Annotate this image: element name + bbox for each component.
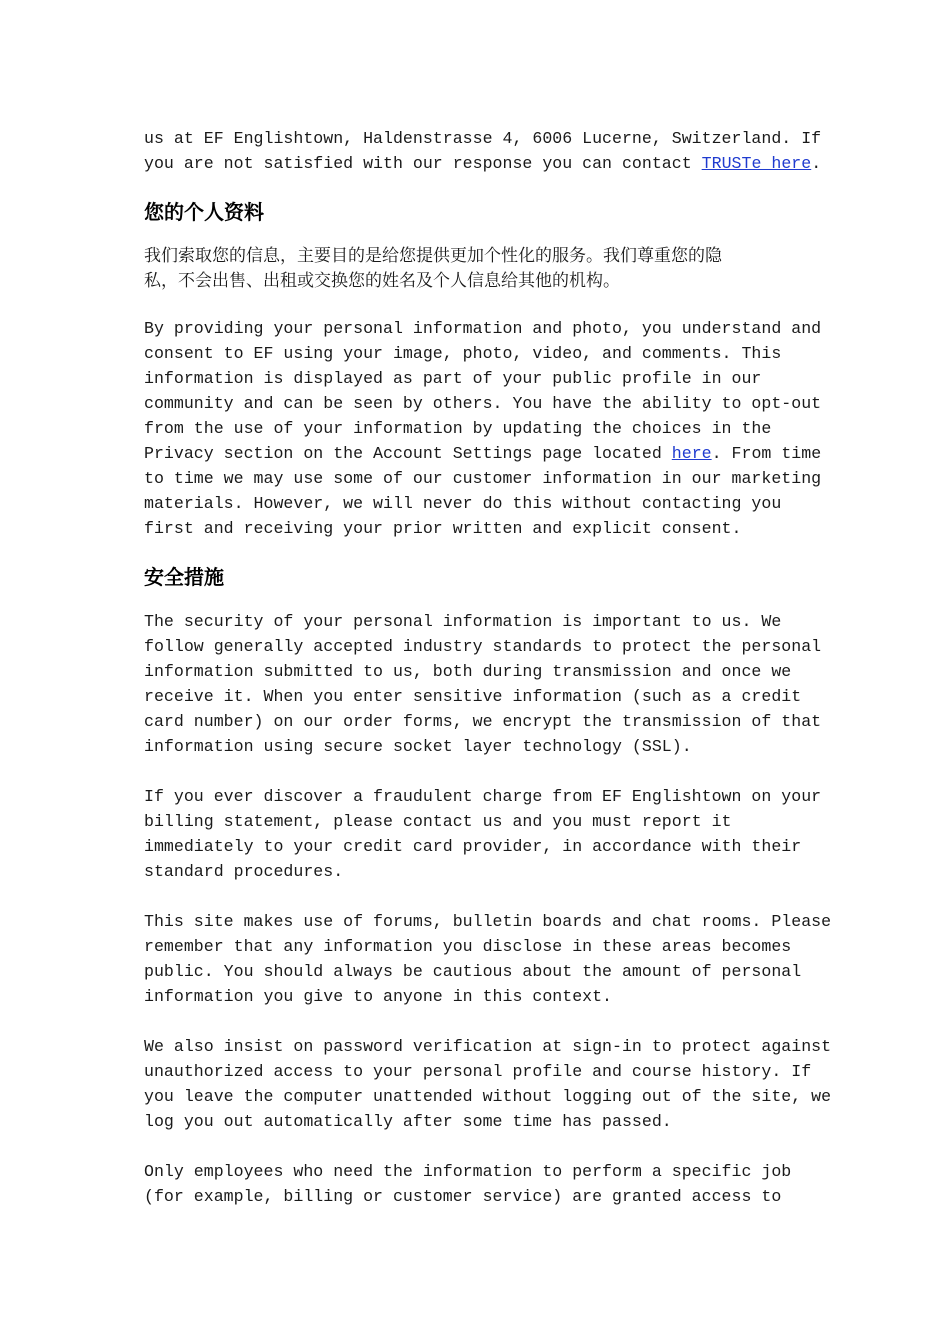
truste-link[interactable]: TRUSTe here <box>701 154 812 173</box>
paragraph-line: immediately to your credit card provider, in accordance with their <box>144 837 802 856</box>
privacy-line-text: Privacy section on the Account Settings page located <box>144 444 672 463</box>
security-paragraph-3 <box>144 909 832 1009</box>
zh-line-1: 我们索取您的信息，主要目的是给您提供更加个性化的服务。我们尊重您的隐 <box>144 246 722 266</box>
paragraph-line: The security of your personal information is important to us. We <box>144 612 782 631</box>
paragraph-line: If you ever discover a fraudulent charge from EF Englishtown on your <box>144 787 822 806</box>
paragraph-line: log you out automatically after some time has passed. <box>144 1112 672 1131</box>
paragraph-line: card number) on our order forms, we encrypt the transmission of that <box>144 712 822 731</box>
paragraph-line: community and can be seen by others. You have the ability to opt-out <box>144 394 822 413</box>
paragraph-line: By providing your personal information and photo, you understand and <box>144 319 822 338</box>
paragraph-line: information using secure socket layer technology (SSL). <box>144 737 692 756</box>
paragraph-line: receive it. When you enter sensitive information (such as a credit <box>144 687 802 706</box>
privacy-line-end: . From time <box>711 444 822 463</box>
account-settings-here-link[interactable]: here <box>671 444 712 463</box>
contact-line-2-end: . <box>811 154 822 173</box>
security-paragraph-4 <box>144 1034 832 1134</box>
paragraph-line: first and receiving your prior written and explicit consent. <box>144 519 742 538</box>
paragraph-line: We also insist on password verification at sign-in to protect against <box>144 1037 832 1056</box>
paragraph-line: billing statement, please contact us and you must report it <box>144 812 732 831</box>
paragraph-line: information you give to anyone in this context. <box>144 987 613 1006</box>
contact-line-2 <box>144 151 822 176</box>
paragraph-line: remember that any information you disclose in these areas becomes <box>144 937 792 956</box>
paragraph-line: consent to EF using your image, photo, video, and comments. This <box>144 344 782 363</box>
contact-line-1: us at EF Englishtown, Haldenstrasse 4, 6006 Lucerne, Switzerland. If <box>144 129 822 148</box>
paragraph-line: follow generally accepted industry standards to protect the personal <box>144 637 822 656</box>
paragraph-line: public. You should always be cautious about the amount of personal <box>144 962 802 981</box>
paragraph-line: (for example, billing or customer service) are granted access to <box>144 1187 782 1206</box>
personal-info-paragraph <box>144 316 822 541</box>
contact-line-2-text: you are not satisfied with our response you can contact <box>144 154 702 173</box>
paragraph-line: information submitted to us, both during transmission and once we <box>144 662 792 681</box>
zh-line-2: 私，不会出售、出租或交换您的姓名及个人信息给其他的机构。 <box>144 271 620 291</box>
paragraph-line: unauthorized access to your personal profile and course history. If <box>144 1062 812 1081</box>
paragraph-line: materials. However, we will never do this without contacting you <box>144 494 782 513</box>
paragraph-line: you leave the computer unattended without logging out of the site, we <box>144 1087 832 1106</box>
contact-paragraph <box>144 126 822 176</box>
paragraph-line: This site makes use of forums, bulletin boards and chat rooms. Please <box>144 912 832 931</box>
personal-info-zh-paragraph <box>144 244 814 294</box>
policy-document <box>144 126 832 1209</box>
security-paragraph-1 <box>144 609 822 759</box>
paragraph-line: information is displayed as part of your public profile in our <box>144 369 762 388</box>
personal-info-heading: 您的个人资料 <box>144 200 264 224</box>
security-paragraph-5 <box>144 1159 814 1209</box>
security-paragraph-2 <box>144 784 822 884</box>
paragraph-line: standard procedures. <box>144 862 344 881</box>
paragraph-line <box>144 441 822 466</box>
security-heading: 安全措施 <box>144 565 224 589</box>
paragraph-line: Only employees who need the information to perform a specific job <box>144 1162 792 1181</box>
paragraph-line: to time we may use some of our customer information in our marketing <box>144 469 822 488</box>
paragraph-line: from the use of your information by updating the choices in the <box>144 419 772 438</box>
